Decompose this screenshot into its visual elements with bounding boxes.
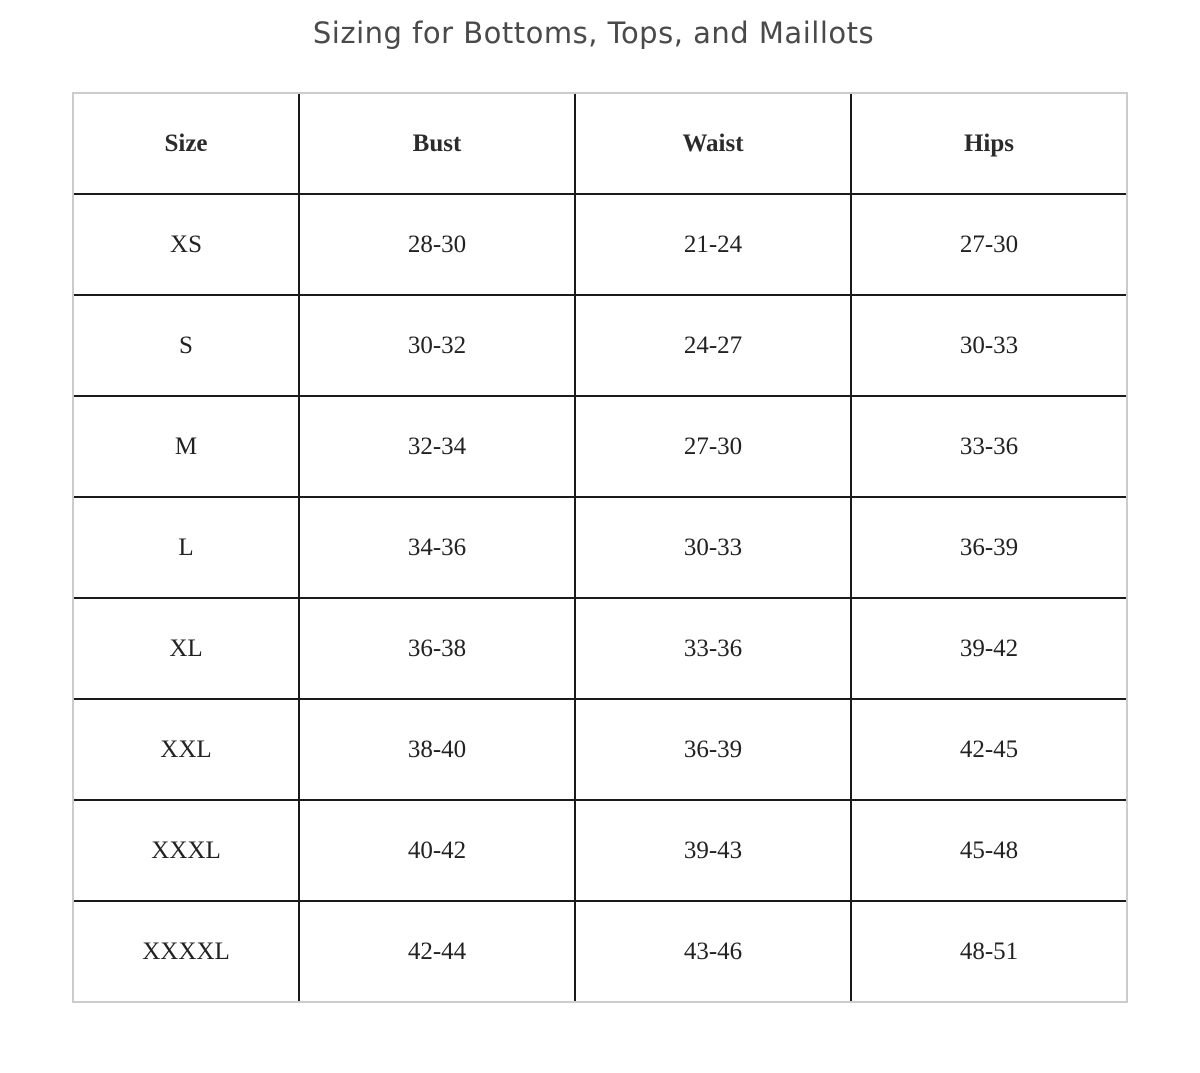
cell-size: M — [73, 396, 299, 497]
cell-waist: 21-24 — [575, 194, 851, 295]
cell-hips: 48-51 — [851, 901, 1127, 1002]
cell-waist: 33-36 — [575, 598, 851, 699]
cell-bust: 36-38 — [299, 598, 575, 699]
cell-bust: 32-34 — [299, 396, 575, 497]
cell-bust: 42-44 — [299, 901, 575, 1002]
cell-size: XXXXL — [73, 901, 299, 1002]
cell-size: XXL — [73, 699, 299, 800]
cell-waist: 27-30 — [575, 396, 851, 497]
cell-bust: 28-30 — [299, 194, 575, 295]
cell-bust: 40-42 — [299, 800, 575, 901]
cell-hips: 36-39 — [851, 497, 1127, 598]
cell-waist: 36-39 — [575, 699, 851, 800]
cell-bust: 38-40 — [299, 699, 575, 800]
cell-waist: 43-46 — [575, 901, 851, 1002]
sizing-table — [72, 92, 1128, 1003]
page-title: Sizing for Bottoms, Tops, and Maillots — [312, 16, 875, 50]
cell-size: XL — [73, 598, 299, 699]
table-row — [73, 598, 1127, 699]
table-row — [73, 194, 1127, 295]
cell-hips: 30-33 — [851, 295, 1127, 396]
cell-hips: 42-45 — [851, 699, 1127, 800]
cell-size: L — [73, 497, 299, 598]
header-hips: Hips — [851, 93, 1127, 194]
cell-waist: 39-43 — [575, 800, 851, 901]
table-header-row — [73, 93, 1127, 194]
cell-bust: 34-36 — [299, 497, 575, 598]
header-bust: Bust — [299, 93, 575, 194]
cell-bust: 30-32 — [299, 295, 575, 396]
table-row — [73, 497, 1127, 598]
table-row — [73, 396, 1127, 497]
cell-hips: 39-42 — [851, 598, 1127, 699]
table-row — [73, 699, 1127, 800]
cell-hips: 33-36 — [851, 396, 1127, 497]
table-row — [73, 800, 1127, 901]
cell-waist: 24-27 — [575, 295, 851, 396]
header-waist: Waist — [575, 93, 851, 194]
cell-hips: 27-30 — [851, 194, 1127, 295]
header-size: Size — [73, 93, 299, 194]
cell-hips: 45-48 — [851, 800, 1127, 901]
cell-size: XXXL — [73, 800, 299, 901]
cell-size: S — [73, 295, 299, 396]
table-row — [73, 901, 1127, 1002]
cell-size: XS — [73, 194, 299, 295]
cell-waist: 30-33 — [575, 497, 851, 598]
table-row — [73, 295, 1127, 396]
